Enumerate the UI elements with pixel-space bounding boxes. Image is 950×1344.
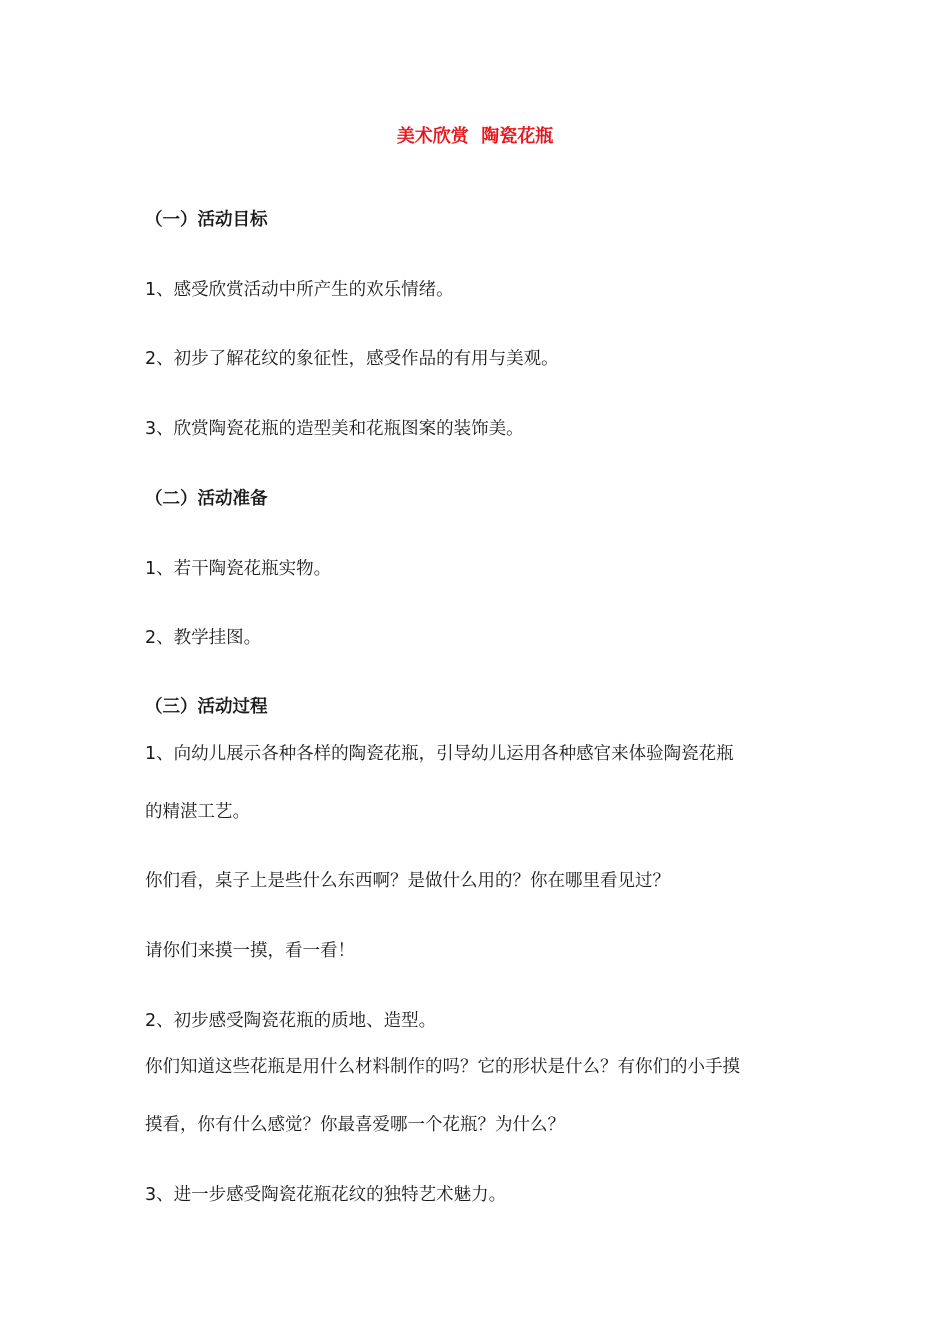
paragraph-line: 2、教学挂图。 bbox=[145, 628, 262, 648]
paragraph-line: 的精湛工艺。 bbox=[145, 802, 250, 822]
paragraph-line: 1、感受欣赏活动中所产生的欢乐情绪。 bbox=[145, 280, 454, 300]
section-heading-objectives: （一）活动目标 bbox=[145, 210, 268, 230]
paragraph-line: 请你们来摸一摸，看一看！ bbox=[145, 941, 355, 961]
paragraph-line: 1、若干陶瓷花瓶实物。 bbox=[145, 559, 332, 579]
paragraph-line: 1、向幼儿展示各种各样的陶瓷花瓶，引导幼儿运用各种感官来体验陶瓷花瓶 bbox=[145, 744, 734, 764]
section-heading-preparation: （二）活动准备 bbox=[145, 489, 268, 509]
paragraph-line: 你们知道这些花瓶是用什么材料制作的吗？它的形状是什么？有你们的小手摸 bbox=[145, 1057, 740, 1077]
section-heading-process: （三）活动过程 bbox=[145, 697, 268, 717]
paragraph-line: 你们看，桌子上是些什么东西啊？是做什么用的？你在哪里看见过？ bbox=[145, 871, 670, 891]
paragraph-line: 2、初步感受陶瓷花瓶的质地、造型。 bbox=[145, 1011, 437, 1031]
paragraph-line: 摸看，你有什么感觉？你最喜爱哪一个花瓶？为什么？ bbox=[145, 1115, 565, 1135]
paragraph-line: 3、进一步感受陶瓷花瓶花纹的独特艺术魅力。 bbox=[145, 1185, 507, 1205]
document-title: 美术欣赏 陶瓷花瓶 bbox=[396, 126, 554, 147]
paragraph-line: 3、欣赏陶瓷花瓶的造型美和花瓶图案的装饰美。 bbox=[145, 419, 524, 439]
paragraph-line: 2、初步了解花纹的象征性，感受作品的有用与美观。 bbox=[145, 349, 559, 369]
